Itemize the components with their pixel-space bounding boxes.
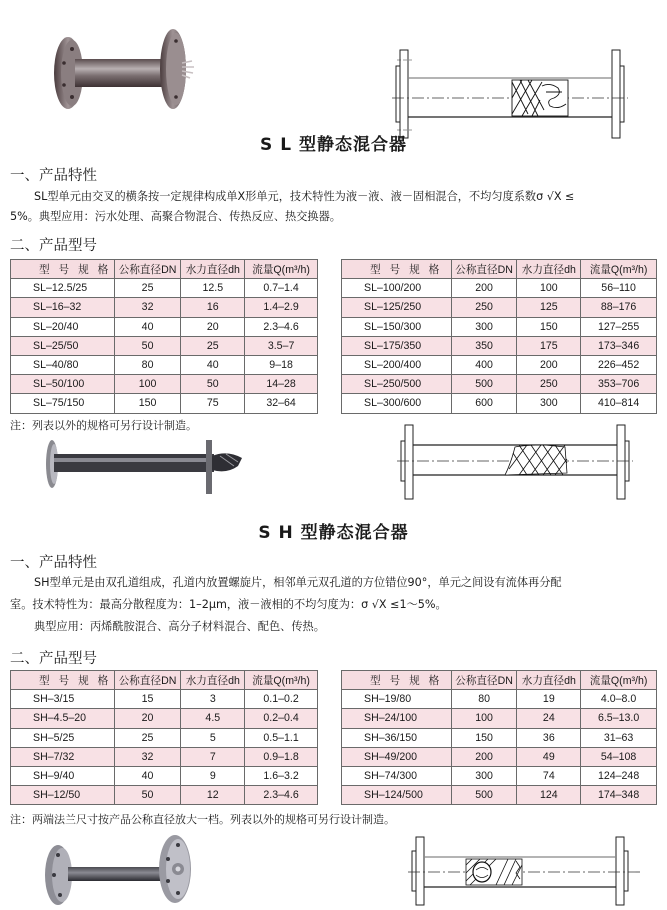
cell-dn: 600 [451, 394, 517, 413]
cell-dh: 25 [181, 336, 245, 355]
table-row [342, 298, 657, 317]
cell-flow: 54–108 [581, 747, 657, 766]
cell-model: SH–49/200 [342, 747, 452, 766]
cell-model: SL–16–32 [11, 298, 115, 317]
table-row [11, 690, 318, 709]
cell-dh: 49 [517, 747, 581, 766]
cell-dn: 80 [451, 690, 517, 709]
sh-features-text-2: 室。技术特性为：最高分散程度为：1–2μm，液－液相的不均匀度为：σ √X ≤1～5%。 [10, 598, 447, 611]
table-row [342, 375, 657, 394]
cell-model: SL–125/250 [342, 298, 452, 317]
cell-dh: 12 [181, 786, 245, 805]
column-header-dn: 公称直径DN [114, 260, 181, 279]
cell-dh: 124 [517, 786, 581, 805]
table-row [342, 690, 657, 709]
cell-model: SL–25/50 [11, 336, 115, 355]
cell-dh: 100 [517, 279, 581, 298]
cell-dh: 75 [181, 394, 245, 413]
cell-model: SH–36/150 [342, 728, 452, 747]
cell-flow: 56–110 [581, 279, 657, 298]
table-header-row [342, 260, 657, 279]
cell-dn: 50 [114, 786, 181, 805]
cell-dn: 40 [114, 766, 181, 785]
cell-flow: 353–706 [581, 375, 657, 394]
sh-mixer-drawing [408, 835, 646, 907]
cell-dn: 32 [114, 747, 181, 766]
cell-flow: 6.5–13.0 [581, 709, 657, 728]
cell-model: SH–7/32 [11, 747, 115, 766]
sh-spec-table-left [10, 670, 318, 805]
table-row [342, 709, 657, 728]
cell-dn: 500 [451, 375, 517, 394]
table-row [342, 728, 657, 747]
cell-dh: 24 [517, 709, 581, 728]
cell-flow: 0.5–1.1 [245, 728, 318, 747]
cell-dh: 50 [181, 375, 245, 394]
table-row [342, 786, 657, 805]
cell-dn: 200 [451, 747, 517, 766]
cell-flow: 174–348 [581, 786, 657, 805]
cell-model: SL–75/150 [11, 394, 115, 413]
cell-model: SL–300/600 [342, 394, 452, 413]
table-row [342, 336, 657, 355]
cell-flow: 2.3–4.6 [245, 786, 318, 805]
sl-spec-table-right [341, 259, 657, 414]
cell-flow: 32–64 [245, 394, 318, 413]
table-row [11, 298, 318, 317]
table-row [342, 766, 657, 785]
sh-models-heading: 二、产品型号 [10, 651, 97, 667]
cell-dh: 20 [181, 317, 245, 336]
cell-dh: 200 [517, 355, 581, 374]
table-row [11, 766, 318, 785]
column-header-dh: 水力直径dh [517, 260, 581, 279]
cell-dh: 9 [181, 766, 245, 785]
cell-dn: 300 [451, 766, 517, 785]
column-header-model: 型 号 规 格 [342, 671, 452, 690]
cell-dn: 300 [451, 317, 517, 336]
table-row [11, 394, 318, 413]
column-header-model: 型 号 规 格 [342, 260, 452, 279]
sl-title: S L 型静态混合器 [260, 135, 407, 155]
sh-mixer-photo [40, 833, 200, 908]
cell-dn: 80 [114, 355, 181, 374]
column-header-dn: 公称直径DN [451, 671, 517, 690]
cell-model: SL–200/400 [342, 355, 452, 374]
cell-model: SH–24/100 [342, 709, 452, 728]
cell-dn: 50 [114, 336, 181, 355]
sl-element-drawing [395, 423, 635, 513]
cell-dn: 20 [114, 709, 181, 728]
column-header-flow: 流量Q(m³/h) [245, 671, 318, 690]
cell-flow: 0.7–1.4 [245, 279, 318, 298]
column-header-dh: 水力直径dh [181, 671, 245, 690]
cell-dh: 74 [517, 766, 581, 785]
cell-model: SL–12.5/25 [11, 279, 115, 298]
cell-dh: 5 [181, 728, 245, 747]
cell-model: SH–19/80 [342, 690, 452, 709]
column-header-flow: 流量Q(m³/h) [581, 260, 657, 279]
cell-dn: 150 [114, 394, 181, 413]
cell-flow: 1.4–2.9 [245, 298, 318, 317]
column-header-model: 型 号 规 格 [11, 260, 115, 279]
cell-dh: 3 [181, 690, 245, 709]
cell-flow: 173–346 [581, 336, 657, 355]
cell-flow: 226–452 [581, 355, 657, 374]
cell-flow: 9–18 [245, 355, 318, 374]
cell-dn: 200 [451, 279, 517, 298]
cell-flow: 14–28 [245, 375, 318, 394]
sl-spec-table-left [10, 259, 318, 414]
cell-dh: 300 [517, 394, 581, 413]
column-header-dh: 水力直径dh [181, 260, 245, 279]
cell-dn: 500 [451, 786, 517, 805]
cell-dn: 100 [451, 709, 517, 728]
cell-dh: 7 [181, 747, 245, 766]
table-row [11, 317, 318, 336]
cell-flow: 2.3–4.6 [245, 317, 318, 336]
cell-flow: 88–176 [581, 298, 657, 317]
sl-element-photo [42, 432, 262, 500]
table-header-row [11, 260, 318, 279]
cell-dn: 100 [114, 375, 181, 394]
cell-model: SH–4.5–20 [11, 709, 115, 728]
column-header-flow: 流量Q(m³/h) [581, 671, 657, 690]
sh-spec-table-right [341, 670, 657, 805]
cell-model: SL–40/80 [11, 355, 115, 374]
column-header-dh: 水力直径dh [517, 671, 581, 690]
cell-flow: 31–63 [581, 728, 657, 747]
table-row [11, 375, 318, 394]
cell-model: SL–175/350 [342, 336, 452, 355]
sl-mixer-photo [50, 25, 200, 115]
cell-dh: 16 [181, 298, 245, 317]
cell-flow: 0.1–0.2 [245, 690, 318, 709]
cell-model: SL–250/500 [342, 375, 452, 394]
cell-dn: 150 [451, 728, 517, 747]
table-row [11, 786, 318, 805]
cell-model: SL–150/300 [342, 317, 452, 336]
table-row [11, 728, 318, 747]
sl-note: 注：列表以外的规格可另行设计制造。 [10, 419, 197, 432]
cell-dn: 40 [114, 317, 181, 336]
cell-model: SH–124/500 [342, 786, 452, 805]
cell-dn: 250 [451, 298, 517, 317]
cell-dh: 125 [517, 298, 581, 317]
table-row [11, 279, 318, 298]
sl-features-text-1: SL型单元由交叉的横条按一定规律构成单X形单元，技术特性为液－液、液－固相混合，不均匀度系数σ √X ≤ [34, 190, 575, 203]
column-header-dn: 公称直径DN [451, 260, 517, 279]
table-header-row [11, 671, 318, 690]
cell-dh: 4.5 [181, 709, 245, 728]
cell-dn: 15 [114, 690, 181, 709]
cell-dh: 150 [517, 317, 581, 336]
cell-dh: 175 [517, 336, 581, 355]
cell-dn: 350 [451, 336, 517, 355]
cell-dh: 19 [517, 690, 581, 709]
cell-model: SH–3/15 [11, 690, 115, 709]
cell-flow: 1.6–3.2 [245, 766, 318, 785]
cell-flow: 3.5–7 [245, 336, 318, 355]
cell-model: SL–100/200 [342, 279, 452, 298]
sh-features-heading: 一、产品特性 [10, 555, 97, 571]
cell-dh: 12.5 [181, 279, 245, 298]
cell-model: SH–74/300 [342, 766, 452, 785]
table-row [11, 355, 318, 374]
cell-model: SL–20/40 [11, 317, 115, 336]
cell-model: SH–5/25 [11, 728, 115, 747]
sh-features-text-3: 典型应用：丙烯酰胺混合、高分子材料混合、配色、传热。 [34, 620, 325, 633]
table-row [342, 279, 657, 298]
cell-dh: 40 [181, 355, 245, 374]
sh-note: 注：两端法兰尺寸按产品公称直径放大一档。列表以外的规格可另行设计制造。 [10, 813, 395, 826]
cell-flow: 127–255 [581, 317, 657, 336]
sh-features-text-1: SH型单元是由双孔道组成，孔道内放置螺旋片，相邻单元双孔道的方位错位90°，单元之间设有流体再分配 [34, 576, 562, 589]
cell-flow: 410–814 [581, 394, 657, 413]
cell-dh: 250 [517, 375, 581, 394]
table-row [342, 317, 657, 336]
cell-flow: 124–248 [581, 766, 657, 785]
sl-features-heading: 一、产品特性 [10, 168, 97, 184]
table-row [11, 336, 318, 355]
table-header-row [342, 671, 657, 690]
cell-dn: 25 [114, 279, 181, 298]
table-row [342, 355, 657, 374]
cell-model: SH–12/50 [11, 786, 115, 805]
table-row [342, 394, 657, 413]
cell-dh: 36 [517, 728, 581, 747]
column-header-dn: 公称直径DN [114, 671, 181, 690]
cell-flow: 0.2–0.4 [245, 709, 318, 728]
cell-flow: 4.0–8.0 [581, 690, 657, 709]
column-header-flow: 流量Q(m³/h) [245, 260, 318, 279]
table-row [11, 709, 318, 728]
cell-model: SL–50/100 [11, 375, 115, 394]
sl-features-text-2: 5%。典型应用：污水处理、高聚合物混合、传热反应、热交换器。 [10, 210, 341, 223]
sh-title: S H 型静态混合器 [258, 523, 409, 543]
cell-flow: 0.9–1.8 [245, 747, 318, 766]
sl-models-heading: 二、产品型号 [10, 238, 97, 254]
cell-model: SH–9/40 [11, 766, 115, 785]
cell-dn: 25 [114, 728, 181, 747]
column-header-model: 型 号 规 格 [11, 671, 115, 690]
cell-dn: 400 [451, 355, 517, 374]
cell-dn: 32 [114, 298, 181, 317]
table-row [11, 747, 318, 766]
table-row [342, 747, 657, 766]
